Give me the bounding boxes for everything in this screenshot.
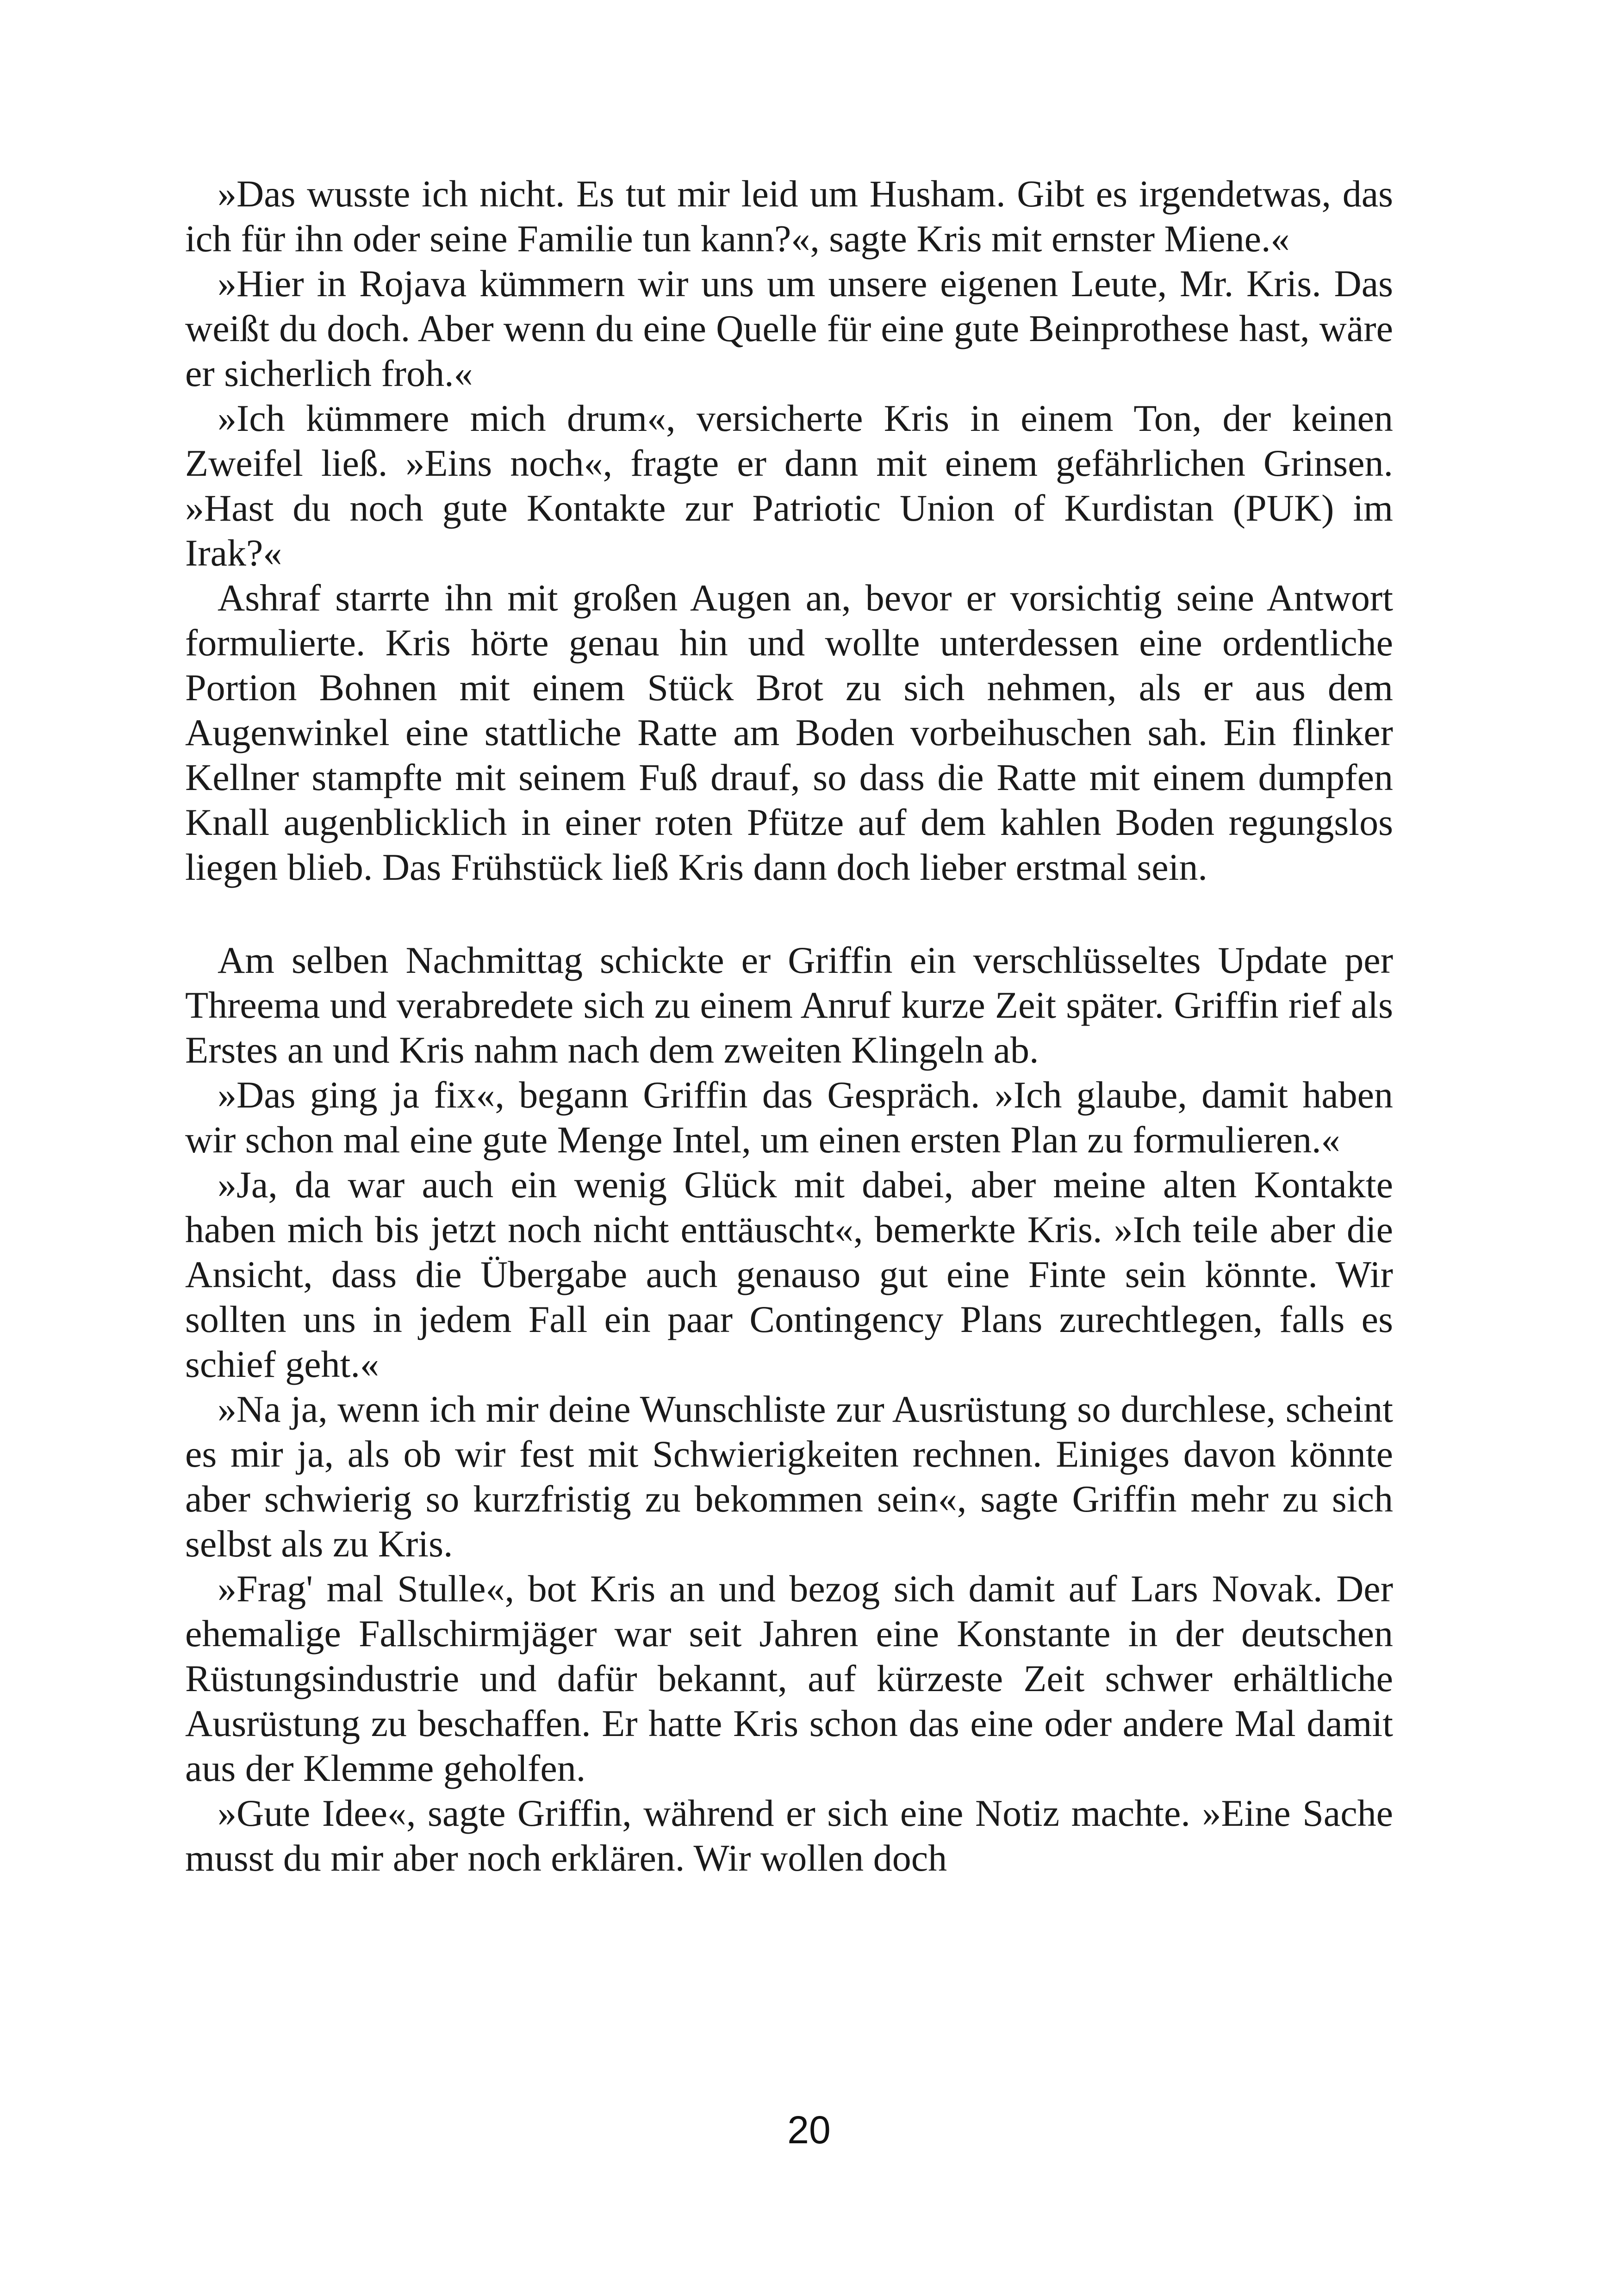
paragraph: »Ich kümmere mich drum«, versicherte Kris in einem Ton, der keinen Zweifel ließ. »Eins noch«, fragte er dann mit einem gefährlichen Grinsen. »Hast du noch gute Kontakte zur Patriotic Union of Kurdistan (PUK) im Irak?« [185, 397, 1393, 574]
paragraph: »Frag' mal Stulle«, bot Kris an und bezog sich damit auf Lars Novak. Der ehemalige Fallschirmjäger war seit Jahren eine Konstante in der deutschen Rüstungsindustrie und dafür bekannt, auf kürzeste Zeit schwer erhältliche Ausrüstung zu beschaffen. Er hatte Kris schon das eine oder andere Mal damit aus der Klemme geholfen. [185, 1568, 1393, 1789]
scene-break [185, 890, 1393, 938]
paragraph: »Gute Idee«, sagte Griffin, während er sich eine Notiz machte. »Eine Sache musst du mir aber noch erklären. Wir wollen doch [185, 1792, 1393, 1879]
paragraph: »Ja, da war auch ein wenig Glück mit dabei, aber meine alten Kontakte haben mich bis jetzt noch nicht enttäuscht«, bemerkte Kris. »Ich teile aber die Ansicht, dass die Übergabe auch genauso gut eine Finte sein könnte. Wir sollten uns in jedem Fall ein paar Contingency Plans zurechtlegen, falls es schief geht.« [185, 1164, 1393, 1385]
paragraph: »Das ging ja fix«, begann Griffin das Gespräch. »Ich glaube, damit haben wir schon mal eine gute Menge Intel, um einen ersten Plan zu formulieren.« [185, 1074, 1393, 1161]
paragraph: Ashraf starrte ihn mit großen Augen an, bevor er vorsichtig seine Antwort formulierte. Kris hörte genau hin und wollte unterdessen eine ordentliche Portion Bohnen mit einem Stück Brot zu sich nehmen, als er aus dem Augenwinkel eine stattliche Ratte am Boden vorbeihuschen sah. Ein flinker Kellner stampfte mit seinem Fuß drauf, so dass die Ratte mit einem dumpfen Knall augenblicklich in einer roten Pfütze auf dem kahlen Boden regungslos liegen blieb. Das Frühstück ließ Kris dann doch lieber erstmal sein. [185, 577, 1393, 888]
paragraph: »Hier in Rojava kümmern wir uns um unsere eigenen Leute, Mr. Kris. Das weißt du doch. Aber wenn du eine Quelle für eine gute Beinprothese hast, wäre er sicherlich froh.« [185, 262, 1393, 394]
body-text [185, 171, 1393, 1880]
paragraph: Am selben Nachmittag schickte er Griffin ein verschlüsseltes Update per Threema und verabredete sich zu einem Anruf kurze Zeit später. Griffin rief als Erstes an und Kris nahm nach dem zweiten Klingeln ab. [185, 939, 1393, 1071]
page-number: 20 [787, 2108, 831, 2152]
paragraph: »Na ja, wenn ich mir deine Wunschliste zur Ausrüstung so durchlese, scheint es mir ja, als ob wir fest mit Schwierigkeiten rechnen. Einiges davon könnte aber schwierig so kurzfristig zu bekommen sein«, sagte Griffin mehr zu sich selbst als zu Kris. [185, 1388, 1393, 1565]
paragraph: »Das wusste ich nicht. Es tut mir leid um Husham. Gibt es irgendetwas, das ich für ihn oder seine Familie tun kann?«, sagte Kris mit ernster Miene.« [185, 173, 1393, 260]
